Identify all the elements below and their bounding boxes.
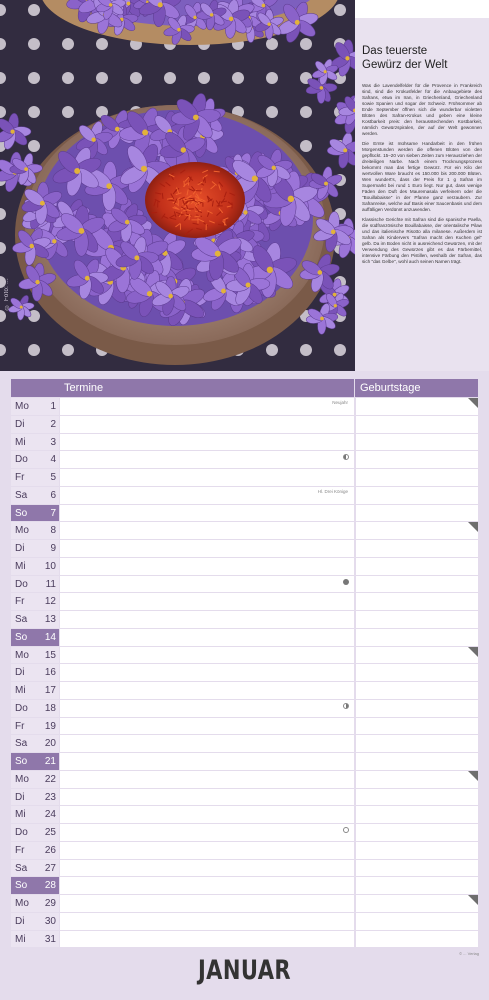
- table-row: [11, 521, 478, 539]
- table-row: [11, 504, 478, 522]
- weekday-label: So: [11, 629, 41, 646]
- table-row: [11, 805, 478, 823]
- weekday-label: Mi: [11, 931, 41, 948]
- weekday-label: Di: [11, 789, 41, 806]
- weekday-label: Do: [11, 576, 41, 593]
- termine-cell[interactable]: [59, 913, 354, 930]
- full-moon-icon: [343, 827, 349, 833]
- termine-cell[interactable]: [59, 700, 354, 717]
- day-number: 20: [41, 735, 59, 752]
- geburtstage-cell[interactable]: [354, 789, 478, 806]
- termine-cell[interactable]: [59, 416, 354, 433]
- table-row: [11, 557, 478, 575]
- new-moon-icon: [343, 579, 349, 585]
- geburtstage-cell[interactable]: [354, 735, 478, 752]
- weekday-label: Mo: [11, 398, 41, 415]
- geburtstage-cell[interactable]: [354, 895, 478, 912]
- table-row: [11, 912, 478, 930]
- day-number: 22: [41, 771, 59, 788]
- weekday-label: Mo: [11, 895, 41, 912]
- termine-cell[interactable]: [59, 487, 354, 504]
- termine-cell[interactable]: [59, 647, 354, 664]
- geburtstage-cell[interactable]: [354, 398, 478, 415]
- geburtstage-cell[interactable]: [354, 629, 478, 646]
- day-number: 5: [41, 469, 59, 486]
- day-number: 28: [41, 877, 59, 894]
- table-row: [11, 397, 478, 415]
- day-number: 14: [41, 629, 59, 646]
- day-number: 7: [41, 505, 59, 522]
- table-row: [11, 539, 478, 557]
- calendar-rows: [11, 397, 478, 947]
- day-number: 16: [41, 664, 59, 681]
- day-number: 12: [41, 593, 59, 610]
- weekday-label: Mo: [11, 771, 41, 788]
- geburtstage-cell[interactable]: [354, 753, 478, 770]
- weekday-label: Fr: [11, 593, 41, 610]
- geburtstage-cell[interactable]: [354, 576, 478, 593]
- day-number: 4: [41, 451, 59, 468]
- geburtstage-cell[interactable]: [354, 806, 478, 823]
- weekday-label: So: [11, 877, 41, 894]
- table-header: [11, 379, 478, 397]
- table-row: [11, 770, 478, 788]
- day-number: 1: [41, 398, 59, 415]
- geburtstage-cell[interactable]: [354, 682, 478, 699]
- weekday-label: Mi: [11, 806, 41, 823]
- geburtstage-cell[interactable]: [354, 505, 478, 522]
- weekday-label: Di: [11, 540, 41, 557]
- termine-cell[interactable]: [59, 664, 354, 681]
- triangle-corner-icon: [468, 522, 478, 532]
- table-row: [11, 663, 478, 681]
- day-number: 13: [41, 611, 59, 628]
- header-geburtstage: Geburtstage: [354, 379, 478, 397]
- geburtstage-cell[interactable]: [354, 913, 478, 930]
- weekday-label: So: [11, 753, 41, 770]
- day-number: 29: [41, 895, 59, 912]
- termine-cell[interactable]: [59, 735, 354, 752]
- table-row: [11, 610, 478, 628]
- table-row: [11, 468, 478, 486]
- day-number: 15: [41, 647, 59, 664]
- geburtstage-cell[interactable]: [354, 700, 478, 717]
- weekday-label: Di: [11, 664, 41, 681]
- day-number: 24: [41, 806, 59, 823]
- table-row: [11, 699, 478, 717]
- table-row: [11, 876, 478, 894]
- geburtstage-cell[interactable]: [354, 824, 478, 841]
- termine-cell[interactable]: [59, 682, 354, 699]
- weekday-label: Do: [11, 451, 41, 468]
- geburtstage-cell[interactable]: [354, 718, 478, 735]
- termine-cell[interactable]: [59, 505, 354, 522]
- article-paragraph: Was die Lavendelfelder für die Provence in Frankreich sind, sind die Krokusfelder für die Anbaugebiete des Safrans, etwa im Iran, in Griechenland, Griechenland sowie Spanien und sogar der Schweiz. Frühsommer ab Ende September öffnen sich die wunderbar violetten Blüten des Safran-Krokus und geben eine kleine Kostbarkeit preis: den herausstechenden Kostbarkeit, nämlich Gewürzspiralen, der auf der Welt gewonnen werden.: [362, 83, 482, 136]
- table-row: [11, 646, 478, 664]
- day-number: 23: [41, 789, 59, 806]
- day-number: 31: [41, 931, 59, 948]
- weekday-label: Do: [11, 700, 41, 717]
- weekday-label: Mo: [11, 647, 41, 664]
- article-title: Das teuerste Gewürz der Welt: [362, 45, 448, 71]
- day-number: 27: [41, 860, 59, 877]
- last-moon-icon: [343, 454, 349, 460]
- geburtstage-cell[interactable]: [354, 771, 478, 788]
- table-row: [11, 734, 478, 752]
- header-day-spacer: [11, 379, 59, 397]
- geburtstage-cell[interactable]: [354, 451, 478, 468]
- geburtstage-cell[interactable]: [354, 931, 478, 948]
- table-row: [11, 859, 478, 877]
- weekday-label: So: [11, 505, 41, 522]
- table-row: [11, 415, 478, 433]
- weekday-label: Do: [11, 824, 41, 841]
- weekday-label: Fr: [11, 469, 41, 486]
- triangle-corner-icon: [468, 398, 478, 408]
- geburtstage-cell[interactable]: [354, 647, 478, 664]
- table-row: [11, 930, 478, 948]
- table-row: [11, 575, 478, 593]
- table-row: [11, 681, 478, 699]
- article-paragraph: Klassische Gerichte mit Safran sind die spanische Paella, die südfranzösische Bouillabaisse, der orientalische Pilaw und das italienische Risotto alla milanese. Außerdem ist Safran als Kindervers "Safran macht den Kuchen gel" gelb. Da im Boden nicht in ausreichend Gewürzen, mit der Verwendung des Gewürzes gibt es das Färbemittel, intensive Färbung den Pistillen, weshalb der Safran, das sich "das Gelbe", wohl auch seinen Namen trägt.: [362, 217, 482, 264]
- weekday-label: Sa: [11, 860, 41, 877]
- weekday-label: Fr: [11, 842, 41, 859]
- day-number: 6: [41, 487, 59, 504]
- termine-cell[interactable]: [59, 593, 354, 610]
- day-number: 3: [41, 434, 59, 451]
- termine-cell[interactable]: [59, 895, 354, 912]
- weekday-label: Mo: [11, 522, 41, 539]
- termine-cell[interactable]: [59, 611, 354, 628]
- termine-cell[interactable]: [59, 789, 354, 806]
- triangle-corner-icon: [468, 647, 478, 657]
- geburtstage-cell[interactable]: [354, 540, 478, 557]
- table-row: [11, 894, 478, 912]
- day-number: 11: [41, 576, 59, 593]
- geburtstage-cell[interactable]: [354, 469, 478, 486]
- table-row: [11, 592, 478, 610]
- termine-cell[interactable]: [59, 806, 354, 823]
- termine-cell[interactable]: [59, 753, 354, 770]
- table-row: [11, 752, 478, 770]
- weekday-label: Sa: [11, 487, 41, 504]
- termine-cell[interactable]: [59, 558, 354, 575]
- first-moon-icon: [343, 703, 349, 709]
- table-row: [11, 823, 478, 841]
- termine-cell[interactable]: [59, 877, 354, 894]
- table-row: [11, 450, 478, 468]
- table-row: [11, 628, 478, 646]
- termine-cell[interactable]: [59, 718, 354, 735]
- table-row: [11, 841, 478, 859]
- month-title: JANUAR: [197, 955, 292, 986]
- termine-cell[interactable]: [59, 931, 354, 948]
- day-number: 9: [41, 540, 59, 557]
- termine-cell[interactable]: [59, 469, 354, 486]
- table-row: [11, 788, 478, 806]
- weekday-label: Mi: [11, 558, 41, 575]
- weekday-label: Sa: [11, 611, 41, 628]
- geburtstage-cell[interactable]: [354, 664, 478, 681]
- saffron-photo: [0, 0, 355, 371]
- termine-cell[interactable]: [59, 398, 354, 415]
- weekday-label: Fr: [11, 718, 41, 735]
- day-number: 18: [41, 700, 59, 717]
- day-number: 17: [41, 682, 59, 699]
- geburtstage-cell[interactable]: [354, 434, 478, 451]
- geburtstage-cell[interactable]: [354, 593, 478, 610]
- weekday-label: Mi: [11, 682, 41, 699]
- day-number: 8: [41, 522, 59, 539]
- table-row: [11, 717, 478, 735]
- day-number: 21: [41, 753, 59, 770]
- termine-cell[interactable]: [59, 451, 354, 468]
- geburtstage-cell[interactable]: [354, 842, 478, 859]
- day-number: 2: [41, 416, 59, 433]
- geburtstage-cell[interactable]: [354, 611, 478, 628]
- triangle-corner-icon: [468, 895, 478, 905]
- day-number: 30: [41, 913, 59, 930]
- termine-cell[interactable]: [59, 824, 354, 841]
- geburtstage-cell[interactable]: [354, 558, 478, 575]
- termine-cell[interactable]: [59, 522, 354, 539]
- geburtstage-cell[interactable]: [354, 522, 478, 539]
- termine-cell[interactable]: [59, 771, 354, 788]
- geburtstage-cell[interactable]: [354, 877, 478, 894]
- header-termine: Termine: [64, 382, 104, 394]
- termine-cell[interactable]: [59, 434, 354, 451]
- geburtstage-cell[interactable]: [354, 860, 478, 877]
- crocus-bowl-image: [0, 0, 355, 371]
- termine-cell[interactable]: [59, 860, 354, 877]
- table-row: [11, 433, 478, 451]
- termine-cell[interactable]: [59, 842, 354, 859]
- weekday-label: Sa: [11, 735, 41, 752]
- triangle-corner-icon: [468, 771, 478, 781]
- binding-tab: [355, 0, 489, 18]
- table-row: [11, 486, 478, 504]
- geburtstage-cell[interactable]: [354, 487, 478, 504]
- holiday-label: Neujahr: [332, 400, 348, 405]
- calendar-table: [11, 379, 478, 947]
- geburtstage-cell[interactable]: [354, 416, 478, 433]
- termine-cell[interactable]: [59, 540, 354, 557]
- holiday-label: Hl. Drei Könige: [317, 488, 348, 494]
- article-paragraph: Die Ernte ist mühsame Handarbeit in den frühen Morgenstunden werden die offenen Blüten von den gepflückt. 15–20 von sieben Zeiten zum Herausziehen der dreiteiligen Narbe. Nach einem Trocknungsprozess bekommt man das fertige Gewürz. Für ein Kilo der wertvollen Ware braucht es 150.000 bis 200.000 Blüten. Wen wundert's, dass der Preis für 1 g Safran im Supermarkt bei rund 1 Euro liegt. Nur gut, dass wenige Fäden den Duft des Mauremasala verfeinern oder die "Bouillabaisse" in der Pfanne ganz verzaubern. Zur Safranreise, welche auf Basis einer Saucenbasis und dem auffälligen Verdünnt anzuwenden.: [362, 141, 482, 212]
- termine-cell[interactable]: [59, 576, 354, 593]
- photo-credit: © Foto: ...: [4, 278, 10, 310]
- day-number: 26: [41, 842, 59, 859]
- weekday-label: Mi: [11, 434, 41, 451]
- weekday-label: Di: [11, 416, 41, 433]
- termine-cell[interactable]: [59, 629, 354, 646]
- day-number: 19: [41, 718, 59, 735]
- day-number: 25: [41, 824, 59, 841]
- copyright-note: © ... Verlag: [459, 951, 479, 956]
- article-body: [362, 83, 482, 269]
- day-number: 10: [41, 558, 59, 575]
- weekday-label: Di: [11, 913, 41, 930]
